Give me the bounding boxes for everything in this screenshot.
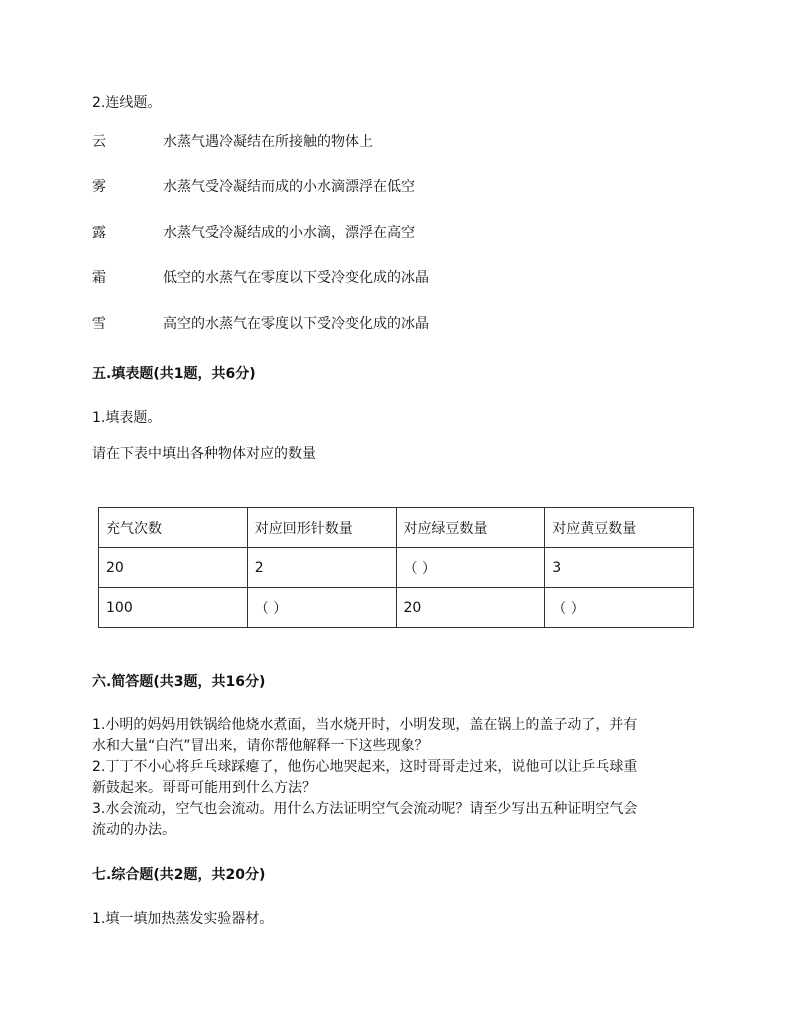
matching-row <box>92 131 692 151</box>
matching-row <box>92 222 692 242</box>
question-title: 1.填一填加热蒸发实验器材。 <box>92 911 274 927</box>
matching-row <box>92 176 692 196</box>
table-header-cell: 对应绿豆数量 <box>396 508 545 548</box>
question-line: 3.水会流动，空气也会流动。用什么方法证明空气会流动呢？请至少写出五种证明空气会 <box>92 801 638 817</box>
question-line: 新鼓起来。哥哥可能用到什么方法？ <box>92 780 316 796</box>
matching-row <box>92 313 692 333</box>
question-line: 流动的办法。 <box>92 822 176 838</box>
question-instruction: 请在下表中填出各种物体对应的数量 <box>92 446 316 462</box>
quantity-table <box>98 507 694 628</box>
matching-term: 云 <box>92 134 106 150</box>
matching-term: 露 <box>92 225 106 241</box>
table-cell: 3 <box>545 548 694 588</box>
question-line: 水和大量“白汽”冒出来，请你帮他解释一下这些现象？ <box>92 738 429 754</box>
matching-question-title: 2.连线题。 <box>92 95 162 111</box>
table-cell-blank[interactable]: （ ） <box>247 588 396 628</box>
section-heading-fill-table: 五.填表题(共1题，共6分) <box>92 366 256 382</box>
matching-description: 低空的水蒸气在零度以下受冷变化成的冰晶 <box>163 270 429 286</box>
table-cell: 2 <box>247 548 396 588</box>
table-cell: 100 <box>99 588 248 628</box>
short-answer-questions <box>92 715 696 841</box>
question-line: 2.丁丁不小心将乒乓球踩瘪了，他伤心地哭起来，这时哥哥走过来，说他可以让乒乓球重 <box>92 759 638 775</box>
table-header-cell: 充气次数 <box>99 508 248 548</box>
table-cell: 20 <box>396 588 545 628</box>
table-header-row <box>99 508 694 548</box>
question-title: 1.填表题。 <box>92 410 162 426</box>
matching-description: 水蒸气受冷凝结而成的小水滴漂浮在低空 <box>163 179 415 195</box>
table-row <box>99 548 694 588</box>
question-line: 1.小明的妈妈用铁锅给他烧水煮面，当水烧开时，小明发现，盖在锅上的盖子动了，并有 <box>92 717 638 733</box>
matching-description: 水蒸气遇冷凝结在所接触的物体上 <box>163 134 373 150</box>
matching-description: 水蒸气受冷凝结成的小水滴，漂浮在高空 <box>163 225 415 241</box>
section-heading-short-answer: 六.简答题(共3题，共16分) <box>92 674 266 690</box>
table-row <box>99 588 694 628</box>
table-header-cell: 对应回形针数量 <box>247 508 396 548</box>
table-cell: 20 <box>99 548 248 588</box>
matching-description: 高空的水蒸气在零度以下受冷变化成的冰晶 <box>163 316 429 332</box>
matching-term: 霜 <box>92 270 106 286</box>
matching-term: 雾 <box>92 179 106 195</box>
section-heading-comprehensive: 七.综合题(共2题，共20分) <box>92 867 266 883</box>
matching-term: 雪 <box>92 316 106 332</box>
table-header-cell: 对应黄豆数量 <box>545 508 694 548</box>
table-cell-blank[interactable]: （ ） <box>545 588 694 628</box>
matching-row <box>92 267 692 287</box>
table-cell-blank[interactable]: （ ） <box>396 548 545 588</box>
